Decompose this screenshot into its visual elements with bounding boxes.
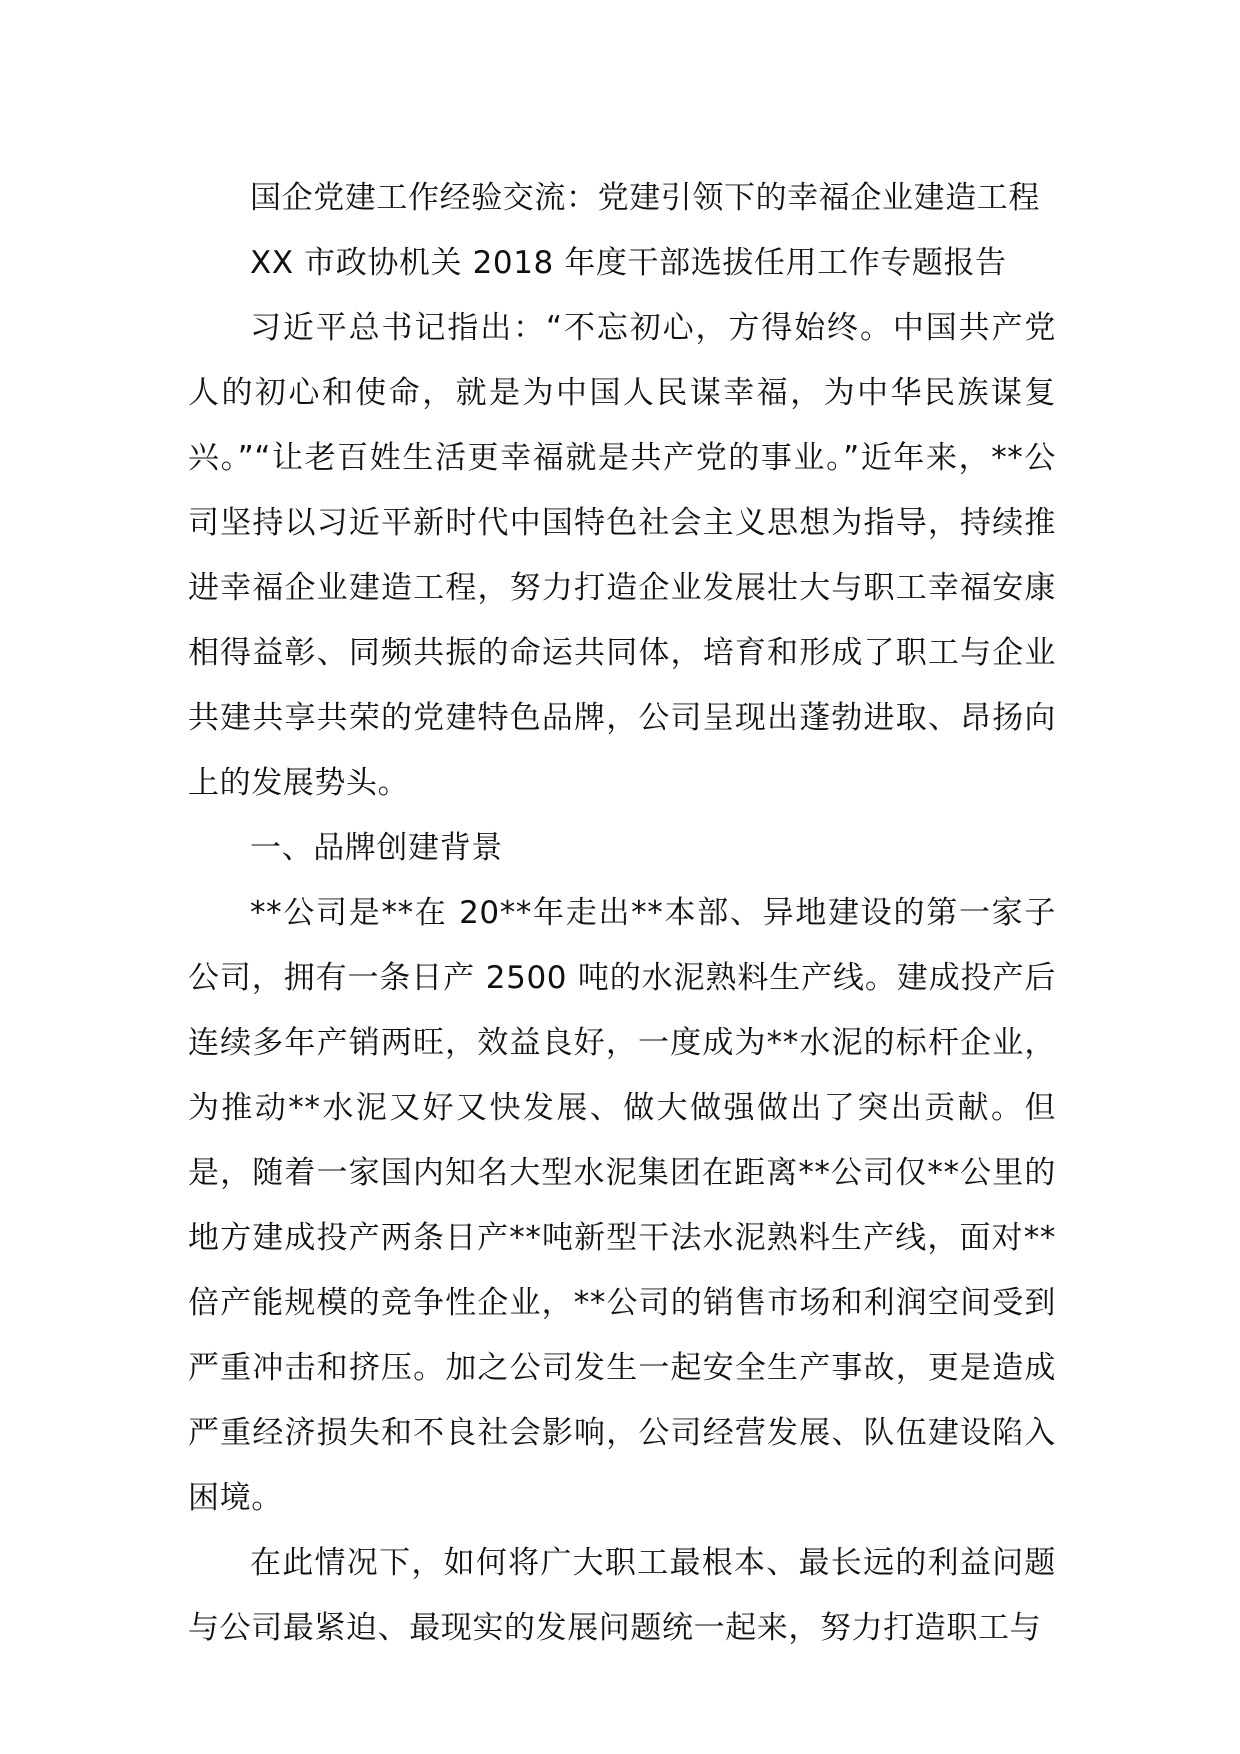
document-title: 国企党建工作经验交流：党建引领下的幸福企业建造工程 bbox=[250, 180, 1040, 216]
document-subtitle: XX 市政协机关 2018 年度干部选拔任用工作专题报告 bbox=[250, 245, 1007, 281]
paragraph-situation: 在此情况下，如何将广大职工最根本、最长远的利益问题与公司最紧迫、最现实的发展问题统一起来，努力打造职工与 bbox=[188, 1545, 1056, 1646]
document-body bbox=[188, 166, 1056, 1661]
paragraph-background: **公司是**在 20**年走出**本部、异地建设的第一家子公司，拥有一条日产 2500 吨的水泥熟料生产线。建成投产后连续多年产销两旺，效益良好，一度成为**水泥的标杆企业，为推动**水泥又好又快发展、做大做强做出了突出贡献。但是，随着一家国内知名大型水泥集团在距离**公司仅**公里的地方建成投产两条日产**吨新型干法水泥熟料生产线，面对**倍产能规模的竞争性企业，**公司的销售市场和利润空间受到严重冲击和挤压。加之公司发生一起安全生产事故，更是造成严重经济损失和不良社会影响，公司经营发展、队伍建设陷入困境。 bbox=[188, 895, 1056, 1516]
section-heading-1: 一、品牌创建背景 bbox=[250, 830, 503, 866]
paragraph-intro: 习近平总书记指出：“不忘初心，方得始终。中国共产党人的初心和使命，就是为中国人民谋幸福，为中华民族谋复兴。”“让老百姓生活更幸福就是共产党的事业。”近年来，**公司坚持以习近平新时代中国特色社会主义思想为指导，持续推进幸福企业建造工程，努力打造企业发展壮大与职工幸福安康相得益彰、同频共振的命运共同体，培育和形成了职工与企业共建共享共荣的党建特色品牌，公司呈现出蓬勃进取、昂扬向上的发展势头。 bbox=[188, 310, 1056, 801]
